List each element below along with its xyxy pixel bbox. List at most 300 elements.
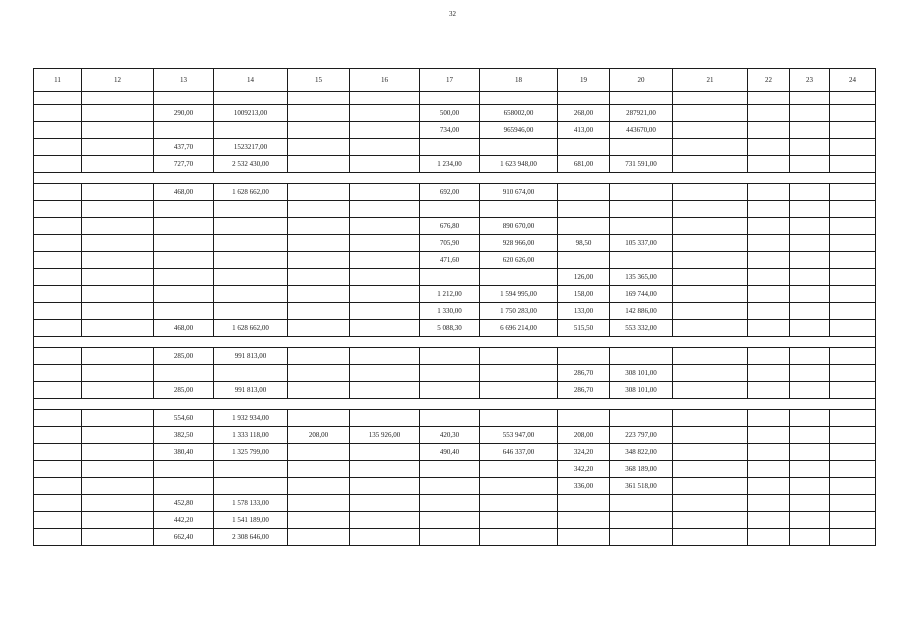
table-cell: 442,20 [154, 512, 214, 529]
table-cell [82, 156, 154, 173]
table-cell [34, 235, 82, 252]
table-cell [830, 348, 876, 365]
table-cell: 286,70 [558, 365, 610, 382]
table-cell [790, 269, 830, 286]
column-header-21: 21 [673, 69, 748, 92]
table-cell: 692,00 [420, 184, 480, 201]
table-cell [790, 286, 830, 303]
table-cell [350, 461, 420, 478]
table-cell [82, 286, 154, 303]
column-header-19: 19 [558, 69, 610, 92]
table-cell [748, 348, 790, 365]
table-row [34, 495, 876, 512]
table-cell: 727,70 [154, 156, 214, 173]
table-cell [420, 478, 480, 495]
table-cell: 380,40 [154, 444, 214, 461]
table-cell [34, 478, 82, 495]
table-cell [748, 235, 790, 252]
table-cell [154, 235, 214, 252]
table-cell [214, 269, 288, 286]
table-cell [288, 348, 350, 365]
table-cell: 308 101,00 [610, 382, 673, 399]
table-cell [34, 495, 82, 512]
table-cell [34, 156, 82, 173]
table-cell [748, 512, 790, 529]
table-cell [748, 92, 790, 105]
table-cell [420, 139, 480, 156]
table-cell [673, 252, 748, 269]
table-cell [673, 444, 748, 461]
table-cell [82, 444, 154, 461]
table-cell [350, 139, 420, 156]
table-row [34, 252, 876, 269]
table-cell [34, 348, 82, 365]
table-cell [748, 122, 790, 139]
table-cell [790, 529, 830, 546]
table-cell: 208,00 [288, 427, 350, 444]
table-cell [154, 286, 214, 303]
table-cell [214, 461, 288, 478]
table-cell: 1 578 133,00 [214, 495, 288, 512]
table-cell: 382,50 [154, 427, 214, 444]
table-cell: 158,00 [558, 286, 610, 303]
table-cell [420, 201, 480, 218]
table-cell: 1 330,00 [420, 303, 480, 320]
table-cell [673, 495, 748, 512]
table-cell [790, 252, 830, 269]
table-cell [830, 529, 876, 546]
table-row [34, 444, 876, 461]
table-cell [790, 184, 830, 201]
table-cell [34, 122, 82, 139]
table-cell [673, 529, 748, 546]
table-cell [830, 269, 876, 286]
column-header-22: 22 [748, 69, 790, 92]
column-header-11: 11 [34, 69, 82, 92]
table-cell [830, 139, 876, 156]
table-row [34, 529, 876, 546]
table-cell [34, 139, 82, 156]
table-cell [673, 512, 748, 529]
table-cell [748, 320, 790, 337]
table-cell [34, 218, 82, 235]
table-cell [82, 495, 154, 512]
table-cell [830, 461, 876, 478]
table-cell: 554,60 [154, 410, 214, 427]
table-cell [558, 410, 610, 427]
table-row [34, 382, 876, 399]
table-cell [790, 156, 830, 173]
table-cell [673, 139, 748, 156]
table-cell: 1 750 283,00 [480, 303, 558, 320]
table-cell: 1 628 662,00 [214, 184, 288, 201]
table-cell: 308 101,00 [610, 365, 673, 382]
table-cell [748, 286, 790, 303]
table-cell [214, 201, 288, 218]
table-cell: 1 541 189,00 [214, 512, 288, 529]
table-cell [830, 252, 876, 269]
table-cell [610, 512, 673, 529]
table-cell [350, 122, 420, 139]
table-cell [830, 184, 876, 201]
table-cell [34, 269, 82, 286]
table-cell [748, 184, 790, 201]
table-cell: 731 591,00 [610, 156, 673, 173]
table-cell [830, 286, 876, 303]
table-row [34, 286, 876, 303]
table-cell [420, 495, 480, 512]
table-cell [480, 365, 558, 382]
table-cell [214, 235, 288, 252]
separator-cell [34, 173, 876, 184]
table-cell [830, 427, 876, 444]
table-cell: 676,80 [420, 218, 480, 235]
table-cell [420, 410, 480, 427]
table-cell [420, 269, 480, 286]
table-cell [288, 512, 350, 529]
table-cell [420, 382, 480, 399]
table-cell [288, 139, 350, 156]
table-cell: 1 594 995,00 [480, 286, 558, 303]
table-cell: 135 365,00 [610, 269, 673, 286]
table-cell [830, 365, 876, 382]
column-header-24: 24 [830, 69, 876, 92]
table-cell [790, 427, 830, 444]
table-cell [288, 495, 350, 512]
table-cell [34, 303, 82, 320]
table-cell: 133,00 [558, 303, 610, 320]
separator-row [34, 399, 876, 410]
table-cell [214, 303, 288, 320]
column-header-14: 14 [214, 69, 288, 92]
table-cell [790, 201, 830, 218]
table-cell [748, 495, 790, 512]
column-header-16: 16 [350, 69, 420, 92]
table-cell [673, 218, 748, 235]
table-cell [790, 495, 830, 512]
table-cell [480, 139, 558, 156]
table-cell [34, 286, 82, 303]
column-header-18: 18 [480, 69, 558, 92]
table-cell [558, 201, 610, 218]
table-cell [420, 529, 480, 546]
table-cell [673, 235, 748, 252]
table-cell [748, 218, 790, 235]
table-cell: 6 696 214,00 [480, 320, 558, 337]
table-cell [350, 286, 420, 303]
table-cell [82, 92, 154, 105]
table-cell [558, 218, 610, 235]
table-cell: 646 337,00 [480, 444, 558, 461]
table-cell [350, 512, 420, 529]
table-cell [350, 156, 420, 173]
table-cell: 336,00 [558, 478, 610, 495]
table-cell [350, 410, 420, 427]
table-cell [288, 461, 350, 478]
table-cell [82, 269, 154, 286]
table-cell [480, 495, 558, 512]
column-header-13: 13 [154, 69, 214, 92]
table-cell: 658002,00 [480, 105, 558, 122]
table-cell [34, 410, 82, 427]
table-cell [790, 303, 830, 320]
table-cell [748, 201, 790, 218]
table-cell [350, 235, 420, 252]
table-cell: 348 822,00 [610, 444, 673, 461]
table-cell [830, 105, 876, 122]
table-cell [673, 156, 748, 173]
table-cell: 142 886,00 [610, 303, 673, 320]
table-cell [154, 122, 214, 139]
table-cell [480, 410, 558, 427]
table-cell [480, 461, 558, 478]
table-cell: 1 325 799,00 [214, 444, 288, 461]
table-cell: 1009213,00 [214, 105, 288, 122]
table-cell [350, 382, 420, 399]
table-cell [610, 348, 673, 365]
table-cell: 361 518,00 [610, 478, 673, 495]
table-cell [558, 495, 610, 512]
separator-cell [34, 399, 876, 410]
table-cell [673, 286, 748, 303]
column-header-15: 15 [288, 69, 350, 92]
table-cell [790, 139, 830, 156]
table-cell [480, 478, 558, 495]
table-cell: 490,40 [420, 444, 480, 461]
table-cell [558, 529, 610, 546]
table-cell [34, 461, 82, 478]
table-cell: 890 670,00 [480, 218, 558, 235]
table-cell [214, 92, 288, 105]
table-cell: 734,00 [420, 122, 480, 139]
table-cell [830, 156, 876, 173]
table-cell [350, 252, 420, 269]
table-cell [154, 461, 214, 478]
table-cell [154, 303, 214, 320]
table-cell: 705,90 [420, 235, 480, 252]
table-row [34, 365, 876, 382]
table-cell [288, 410, 350, 427]
table-cell [34, 529, 82, 546]
table-cell [350, 365, 420, 382]
table-cell [830, 478, 876, 495]
table-cell: 500,00 [420, 105, 480, 122]
table-cell [830, 320, 876, 337]
table-cell [288, 201, 350, 218]
table-cell [830, 303, 876, 320]
table-cell [214, 252, 288, 269]
table-cell [558, 92, 610, 105]
table-row [34, 320, 876, 337]
table-cell [288, 218, 350, 235]
table-cell: 991 813,00 [214, 348, 288, 365]
table-cell: 468,00 [154, 320, 214, 337]
table-cell [673, 427, 748, 444]
table-cell: 420,30 [420, 427, 480, 444]
table-cell [673, 382, 748, 399]
table-cell [558, 184, 610, 201]
table-cell [288, 529, 350, 546]
table-cell [288, 156, 350, 173]
table-cell: 515,50 [558, 320, 610, 337]
table-cell [748, 427, 790, 444]
table-cell [673, 201, 748, 218]
table-cell [558, 348, 610, 365]
table-cell [830, 444, 876, 461]
header-row [34, 69, 876, 92]
table-cell [748, 444, 790, 461]
table-cell [214, 286, 288, 303]
table-cell [350, 303, 420, 320]
table-cell [154, 201, 214, 218]
table-row [34, 92, 876, 105]
table-cell [420, 92, 480, 105]
table-cell [214, 122, 288, 139]
table-cell [558, 139, 610, 156]
table-cell: 468,00 [154, 184, 214, 201]
table-cell [34, 365, 82, 382]
table-cell [610, 139, 673, 156]
table-cell [288, 269, 350, 286]
table-cell [82, 218, 154, 235]
table-cell [350, 478, 420, 495]
table-cell [350, 218, 420, 235]
table-cell: 290,00 [154, 105, 214, 122]
table-cell: 2 308 646,00 [214, 529, 288, 546]
table-cell [610, 184, 673, 201]
table-cell: 443670,00 [610, 122, 673, 139]
table-row [34, 478, 876, 495]
table-cell [34, 382, 82, 399]
table-cell [34, 184, 82, 201]
table-cell: 681,00 [558, 156, 610, 173]
table-cell [350, 92, 420, 105]
separator-cell [34, 337, 876, 348]
table-cell [790, 478, 830, 495]
table-cell [420, 461, 480, 478]
table-cell [82, 410, 154, 427]
table-cell [748, 478, 790, 495]
table-cell [82, 201, 154, 218]
table-cell [154, 365, 214, 382]
table-cell [34, 512, 82, 529]
table-cell [350, 320, 420, 337]
table-cell [610, 410, 673, 427]
table-cell [748, 156, 790, 173]
table-cell [673, 478, 748, 495]
column-header-12: 12 [82, 69, 154, 92]
table-cell [610, 201, 673, 218]
table-cell [34, 252, 82, 269]
table-cell [82, 122, 154, 139]
table-cell [790, 444, 830, 461]
table-cell [82, 320, 154, 337]
table-cell [830, 92, 876, 105]
table-cell [154, 478, 214, 495]
table-cell [420, 348, 480, 365]
table-cell [288, 286, 350, 303]
table-cell [154, 92, 214, 105]
table-cell [82, 427, 154, 444]
table-cell [748, 252, 790, 269]
table-cell [748, 269, 790, 286]
table-cell [790, 461, 830, 478]
table-cell [830, 218, 876, 235]
table-cell: 105 337,00 [610, 235, 673, 252]
table-cell [288, 92, 350, 105]
table-cell [420, 512, 480, 529]
table-cell: 910 674,00 [480, 184, 558, 201]
table-cell: 1 628 662,00 [214, 320, 288, 337]
table-cell: 208,00 [558, 427, 610, 444]
table-cell [748, 105, 790, 122]
table-cell: 223 797,00 [610, 427, 673, 444]
table-cell: 169 744,00 [610, 286, 673, 303]
column-header-17: 17 [420, 69, 480, 92]
table-row [34, 139, 876, 156]
data-table [33, 68, 876, 546]
table-cell [673, 320, 748, 337]
table-cell [748, 410, 790, 427]
table-cell: 662,40 [154, 529, 214, 546]
table-cell: 437,70 [154, 139, 214, 156]
table-cell [673, 269, 748, 286]
table-cell [420, 365, 480, 382]
table-cell [748, 461, 790, 478]
table-cell [34, 427, 82, 444]
table-cell: 965946,00 [480, 122, 558, 139]
table-cell [480, 382, 558, 399]
table-cell [673, 184, 748, 201]
table-cell [610, 218, 673, 235]
separator-row [34, 173, 876, 184]
table-cell: 126,00 [558, 269, 610, 286]
table-cell [82, 512, 154, 529]
table-cell [350, 105, 420, 122]
table-cell: 2 532 430,00 [214, 156, 288, 173]
table-cell [790, 348, 830, 365]
table-cell: 324,20 [558, 444, 610, 461]
separator-row [34, 337, 876, 348]
table-cell [288, 122, 350, 139]
table-cell [830, 512, 876, 529]
table-cell [790, 105, 830, 122]
table-cell [34, 201, 82, 218]
table-cell [673, 365, 748, 382]
table-cell: 268,00 [558, 105, 610, 122]
table-cell [34, 320, 82, 337]
table-cell [748, 139, 790, 156]
table-cell [790, 218, 830, 235]
table-cell [748, 303, 790, 320]
table-cell [288, 235, 350, 252]
table-cell [288, 320, 350, 337]
table-cell [830, 410, 876, 427]
table-cell [288, 105, 350, 122]
table-cell [480, 512, 558, 529]
table-cell [673, 410, 748, 427]
table-cell: 285,00 [154, 382, 214, 399]
table-cell: 286,70 [558, 382, 610, 399]
table-cell [214, 218, 288, 235]
table-cell: 991 813,00 [214, 382, 288, 399]
table-cell [214, 478, 288, 495]
table-cell [154, 269, 214, 286]
table-row [34, 427, 876, 444]
table-cell [610, 252, 673, 269]
table-cell [350, 348, 420, 365]
table-cell [790, 410, 830, 427]
